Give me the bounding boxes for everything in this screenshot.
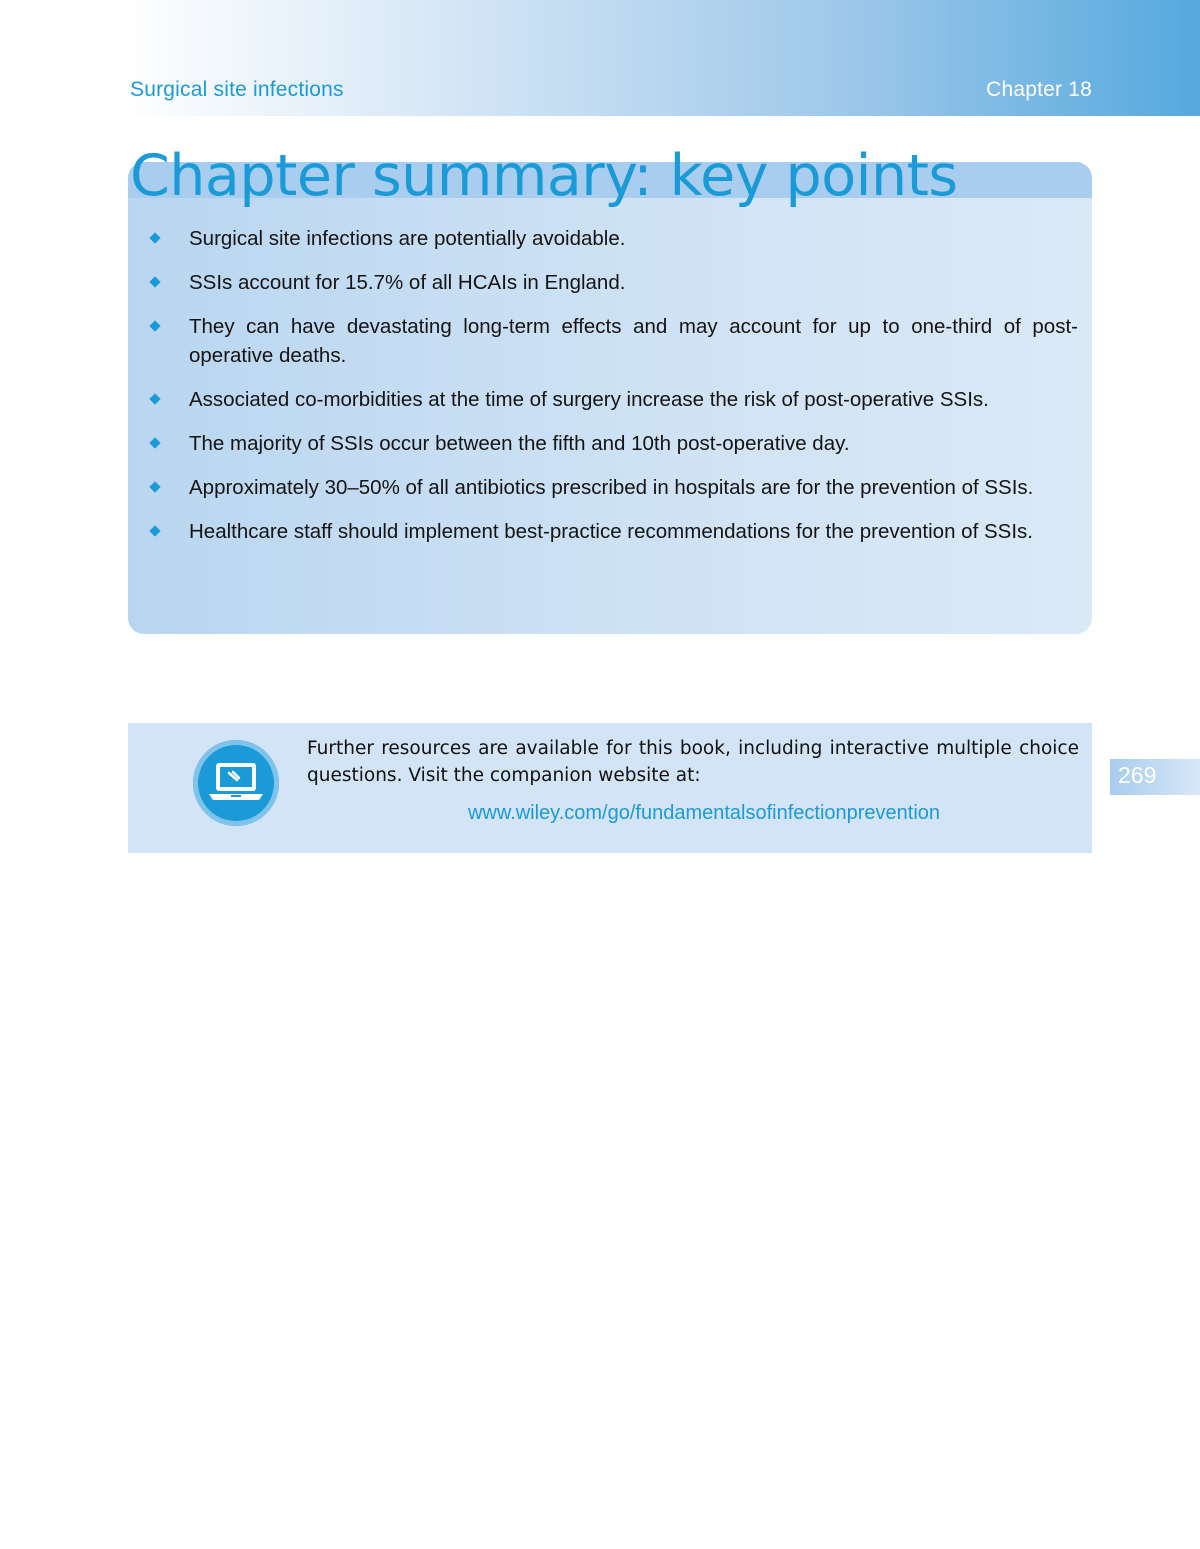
bullet-icon: [149, 525, 160, 536]
list-item: [148, 224, 1078, 253]
bullet-icon: [149, 320, 160, 331]
key-point-text: SSIs account for 15.7% of all HCAIs in England.: [189, 271, 626, 294]
bullet-icon: [149, 481, 160, 492]
companion-website-link[interactable]: www.wiley.com/go/fundamentalsofinfectionprevention: [467, 802, 941, 824]
bullet-icon: [149, 393, 160, 404]
key-point-text: They can have devastating long-term effects and may account for up to one-third of post-operative deaths.: [189, 315, 1078, 367]
key-point-text: Healthcare staff should implement best-practice recommendations for the prevention of SSIs.: [189, 520, 1033, 543]
key-point-text: Associated co-morbidities at the time of surgery increase the risk of post-operative SSIs.: [189, 388, 989, 411]
page-title: Chapter summary: key points: [130, 143, 958, 209]
chapter-label: Chapter 18: [986, 78, 1092, 101]
bullet-icon: [149, 437, 160, 448]
key-point-text: The majority of SSIs occur between the fifth and 10th post-operative day.: [189, 432, 850, 455]
laptop-icon-graphic: [193, 740, 279, 826]
list-item: [148, 268, 1078, 297]
laptop-icon: [193, 740, 279, 826]
list-item: [148, 429, 1078, 458]
key-point-text: Approximately 30–50% of all antibiotics prescribed in hospitals are for the prevention of SSIs.: [189, 476, 1034, 499]
resources-text: Further resources are available for this book, including interactive multiple choice questions. Visit the companion website at:: [307, 738, 1079, 786]
bullet-icon: [149, 232, 160, 243]
list-item: [148, 517, 1078, 546]
list-item: [148, 473, 1078, 502]
section-title: Surgical site infections: [130, 78, 344, 101]
list-item: [148, 385, 1078, 414]
list-item: [148, 312, 1078, 370]
key-point-text: Surgical site infections are potentially avoidable.: [189, 227, 626, 250]
page-number: 269: [1118, 762, 1157, 788]
key-points-list: [148, 224, 1078, 561]
bullet-icon: [149, 276, 160, 287]
